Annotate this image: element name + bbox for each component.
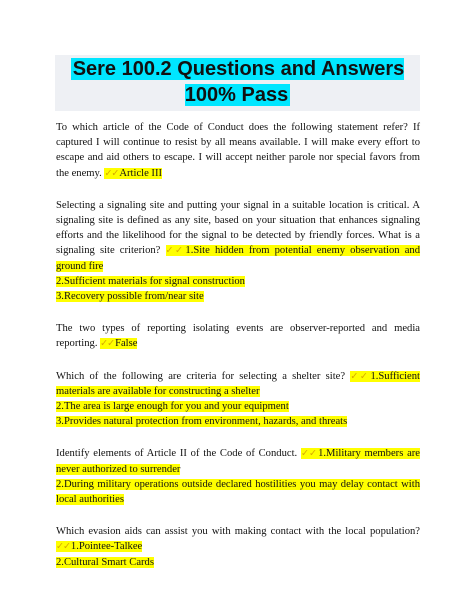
answer-line (56, 399, 420, 414)
question-text: Which evasion aids can assist you with making contact with the local population? (56, 526, 420, 538)
answer-text: False (115, 338, 138, 350)
qa-text (56, 198, 420, 274)
answer-highlight (100, 338, 137, 349)
qa-item-5 (56, 446, 420, 507)
page-title: Sere 100.2 Questions and Answers 100% Pass (72, 58, 405, 106)
qa-item-2 (56, 198, 420, 304)
qa-text (56, 321, 420, 351)
answer-text: 3.Provides natural protection from environment, hazards, and threats (56, 416, 348, 428)
qa-text (56, 369, 420, 399)
check-icon: ✓✓ (56, 541, 70, 553)
question-text: Which of the following are criteria for selecting a shelter site? (56, 370, 346, 382)
question-text: The two types of reporting isolating events are observer-reported and media reporting. (56, 323, 420, 350)
qa-item-3 (56, 321, 420, 351)
question-text: Selecting a signaling site and putting your signal in a suitable location is critical. A signaling site is defined as any site, based on your situation that enhances signaling efforts and the likelihood for the signal to be detected by friendly forces. What is a signaling site criterion? (56, 199, 420, 257)
answer-text: Article III (119, 167, 163, 179)
qa-text (56, 446, 420, 476)
qa-item-1 (56, 120, 420, 181)
answer-highlight (104, 168, 162, 179)
question-text: Identify elements of Article II of the Code of Conduct. (56, 448, 298, 460)
answer-line (56, 477, 420, 507)
answer-text: 3.Recovery possible from/near site (56, 291, 204, 303)
qa-text (56, 524, 420, 554)
answer-text: 2.Cultural Smart Cards (56, 556, 154, 568)
answer-line (56, 289, 420, 304)
qa-item-6 (56, 524, 420, 570)
answer-text: 1.Military members are never authorized to surrender (56, 448, 421, 475)
answer-line (56, 555, 420, 570)
question-text: To which article of the Code of Conduct does the following statement refer? If captured I will continue to resist by all means available. I will make every effort to escape and aid others to escape. I will accept neither parole nor special favors from the enemy. (56, 122, 420, 179)
answer-highlight (56, 541, 142, 552)
check-icon: ✓✓ (104, 167, 119, 179)
answer-text: 1.Site hidden from potential enemy observation and ground fire (56, 245, 420, 272)
check-icon: ✓✓ (165, 245, 185, 257)
answer-text: 2.During military operations outside declared hostilities you may delay contact with local authorities (56, 478, 420, 506)
answer-text: 1.Pointee-Talkee (70, 541, 143, 553)
answer-line (56, 274, 420, 289)
check-icon: ✓✓ (350, 370, 370, 382)
answer-text: 2.Sufficient materials for signal construction (56, 275, 245, 287)
qa-text (56, 120, 420, 181)
check-icon: ✓✓ (300, 448, 318, 460)
check-icon: ✓✓ (100, 338, 115, 350)
answer-text: 2.The area is large enough for you and your equipment (56, 401, 289, 413)
qa-list (56, 120, 420, 587)
answer-text: 1.Sufficient materials are available for constructing a shelter (56, 370, 420, 397)
answer-line (56, 414, 420, 429)
qa-item-4 (56, 369, 420, 430)
